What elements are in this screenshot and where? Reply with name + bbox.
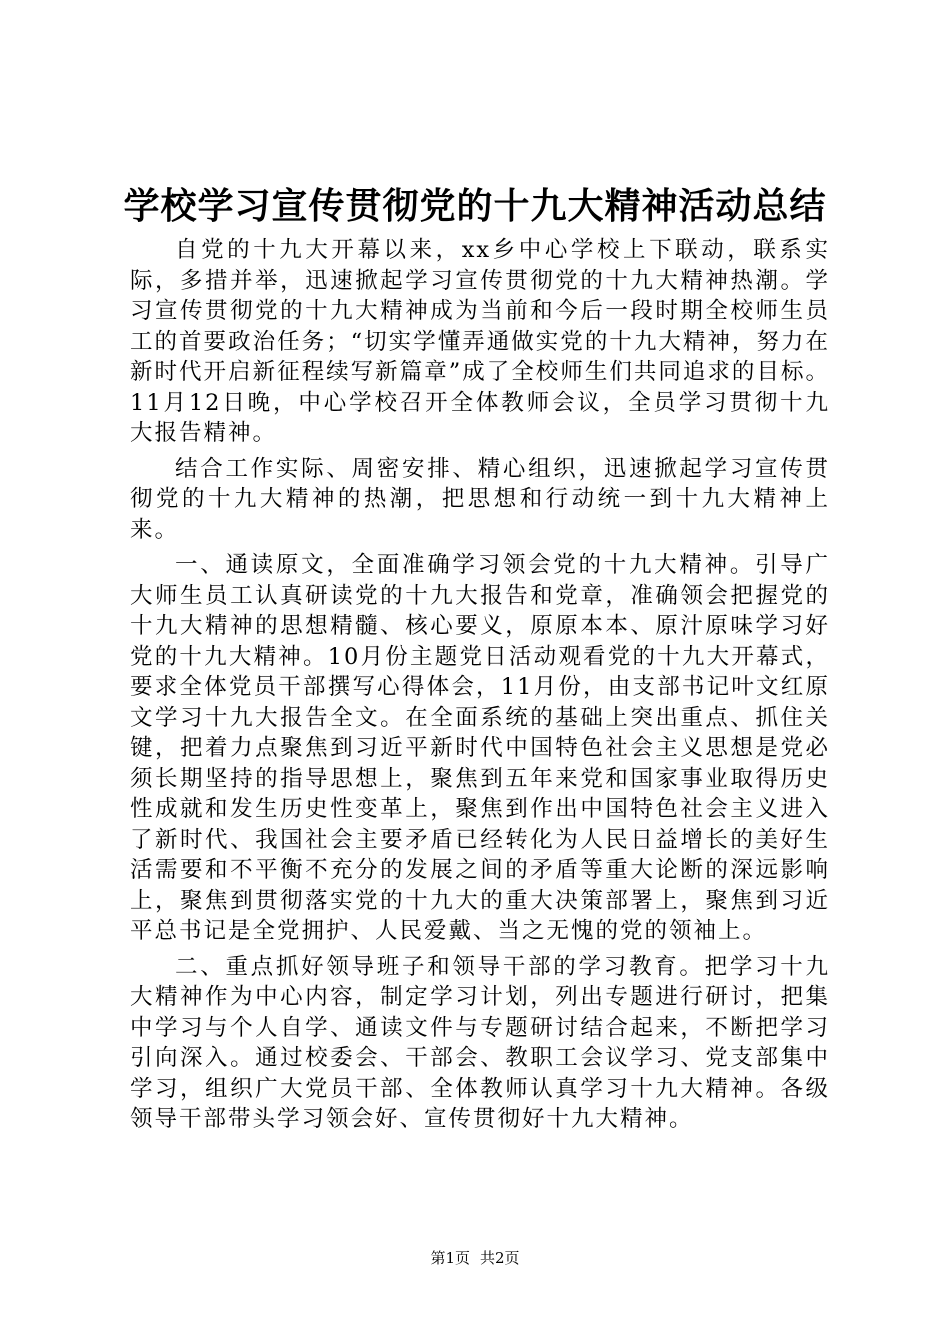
document-body bbox=[130, 235, 830, 1140]
body-paragraph: 一、通读原文，全面准确学习领会党的十九大精神。引导广大师生员工认真研读党的十九大报告和党章，准确领会把握党的十九大精神的思想精髓、核心要义，原原本本、原汁原味学习好党的十九大精神。10月份主题党日活动观看党的十九大开幕式，要求全体党员干部撰写心得体会，11月份，由支部书记叶文红原文学习十九大报告全文。在全面系统的基础上突出重点、抓住关键，把着力点聚焦到习近平新时代中国特色社会主义思想是党必须长期坚持的指导思想上，聚焦到五年来党和国家事业取得历史性成就和发生历史性变革上，聚焦到作出中国特色社会主义进入了新时代、我国社会主要矛盾已经转化为人民日益增长的美好生活需要和不平衡不充分的发展之间的矛盾等重大论断的深远影响上，聚焦到贯彻落实党的十九大的重大决策部署上，聚焦到习近平总书记是全党拥护、人民爱戴、当之无愧的党的领袖上。 bbox=[130, 552, 830, 944]
document-title: 学校学习宣传贯彻党的十九大精神活动总结 bbox=[123, 185, 827, 227]
body-paragraph: 二、重点抓好领导班子和领导干部的学习教育。把学习十九大精神作为中心内容，制定学习计划，列出专题进行研讨，把集中学习与个人自学、通读文件与专题研讨结合起来，不断把学习引向深入。通过校委会、干部会、教职工会议学习、党支部集中学习，组织广大党员干部、全体教师认真学习十九大精神。各级领导干部带头学习领会好、宣传贯彻好十九大精神。 bbox=[130, 953, 830, 1132]
page-footer bbox=[0, 1247, 950, 1269]
page-number: 第1页 bbox=[430, 1249, 470, 1267]
body-paragraph: 自党的十九大开幕以来，xx乡中心学校上下联动，联系实际，多措并举，迅速掀起学习宣传贯彻党的十九大精神热潮。学习宣传贯彻党的十九大精神成为当前和今后一段时期全校师生员工的首要政治任务；“切实学懂弄通做实党的十九大精神，努力在新时代开启新征程续写新篇章”成了全校师生们共同追求的目标。11月12日晚，中心学校召开全体教师会议，全员学习贯彻十九大报告精神。 bbox=[130, 237, 830, 446]
body-paragraph: 结合工作实际、周密安排、精心组织，迅速掀起学习宣传贯彻党的十九大精神的热潮，把思想和行动统一到十九大精神上来。 bbox=[130, 455, 830, 543]
page-total: 共2页 bbox=[480, 1249, 520, 1267]
